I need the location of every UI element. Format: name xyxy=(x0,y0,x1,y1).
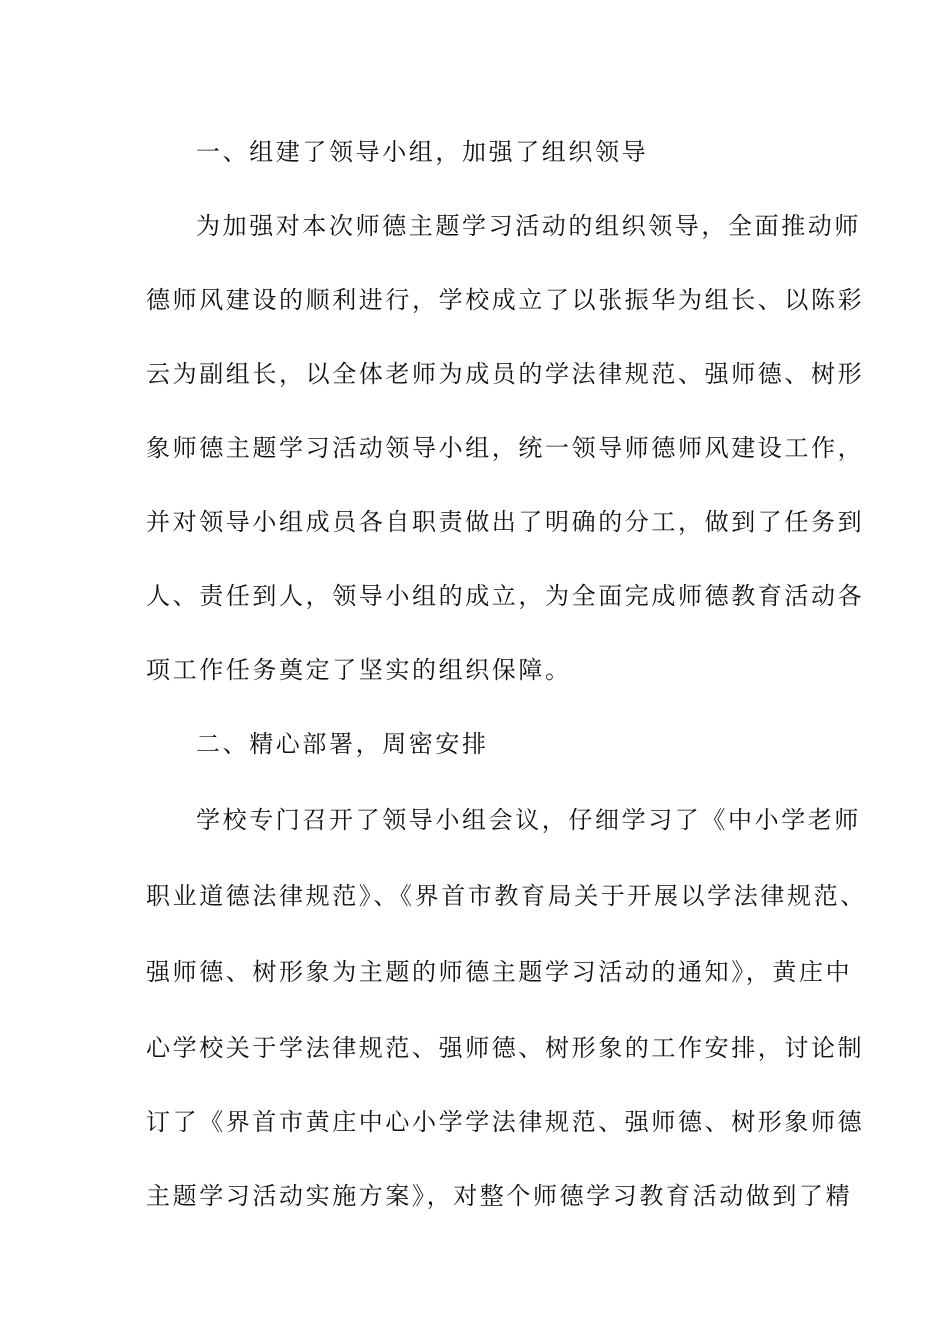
paragraph-line: 心学校关于学法律规范、强师德、树形象的工作安排，讨论制 xyxy=(146,1034,865,1062)
paragraph-line: 并对领导小组成员各自职责做出了明确的分工，做到了任务到 xyxy=(146,508,865,536)
paragraph-line: 主题学习活动实施方案》，对整个师德学习教育活动做到了精 xyxy=(146,1182,853,1210)
paragraph-line: 为加强对本次师德主题学习活动的组织领导，全面推动师 xyxy=(196,212,861,240)
paragraph-line: 象师德主题学习活动领导小组，统一领导师德师风建设工作， xyxy=(146,434,865,462)
paragraph-line: 强师德、树形象为主题的师德主题学习活动的通知》，黄庄中 xyxy=(146,958,853,986)
paragraph-line: 德师风建设的顺利进行，学校成立了以张振华为组长、以陈彩 xyxy=(146,286,865,314)
paragraph-line: 项工作任务奠定了坚实的组织保障。 xyxy=(146,656,572,684)
paragraph-line: 学校专门召开了领导小组会议，仔细学习了《中小学老师 xyxy=(196,806,861,834)
paragraph-line: 云为副组长，以全体老师为成员的学法律规范、强师德、树形 xyxy=(146,360,865,388)
paragraph-line: 职业道德法律规范》、《界首市教育局关于开展以学法律规范、 xyxy=(146,882,867,910)
section-heading-1: 一、组建了领导小组，加强了组织领导 xyxy=(196,138,649,166)
paragraph-line: 订了《界首市黄庄中心小学学法律规范、强师德、树形象师德 xyxy=(146,1108,865,1136)
section-heading-2: 二、精心部署，周密安排 xyxy=(196,730,489,758)
paragraph-line: 人、责任到人，领导小组的成立，为全面完成师德教育活动各 xyxy=(146,582,865,610)
